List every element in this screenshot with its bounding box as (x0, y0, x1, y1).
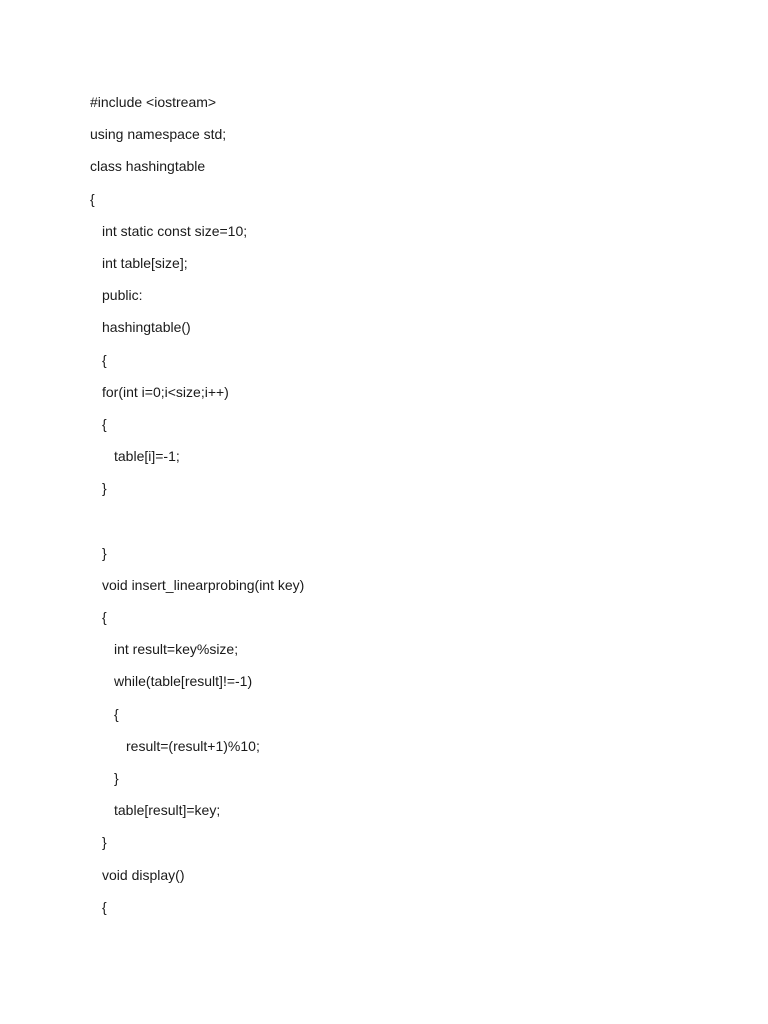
code-line: } (102, 544, 107, 561)
code-line: void insert_linearprobing(int key) (102, 576, 305, 593)
code-line: class hashingtable (90, 158, 206, 175)
code-line: result=(result+1)%10; (126, 737, 260, 754)
code-line: void display() (102, 866, 185, 883)
code-line: table[i]=-1; (114, 448, 180, 465)
code-line: } (114, 769, 119, 786)
code-line: int result=key%size; (114, 641, 239, 658)
code-line: for(int i=0;i<size;i++) (102, 383, 229, 400)
code-line: while(table[result]!=-1) (114, 673, 253, 690)
code-line: { (102, 351, 107, 368)
code-line: } (102, 834, 107, 851)
code-line: { (90, 190, 95, 207)
code-line: int static const size=10; (102, 222, 248, 239)
code-line: using namespace std; (90, 126, 227, 143)
code-line: { (102, 609, 107, 625)
code-line: { (102, 898, 107, 915)
code-line: { (114, 705, 119, 722)
code-line: table[result]=key; (114, 802, 221, 819)
code-line: public: (102, 287, 143, 304)
code-line: #include <iostream> (90, 94, 217, 110)
code-line: { (102, 415, 107, 432)
code-listing (90, 90, 710, 927)
code-line: hashingtable() (102, 319, 191, 336)
blank-line (90, 508, 710, 540)
code-line: } (102, 480, 107, 497)
code-line: int table[size]; (102, 254, 188, 271)
